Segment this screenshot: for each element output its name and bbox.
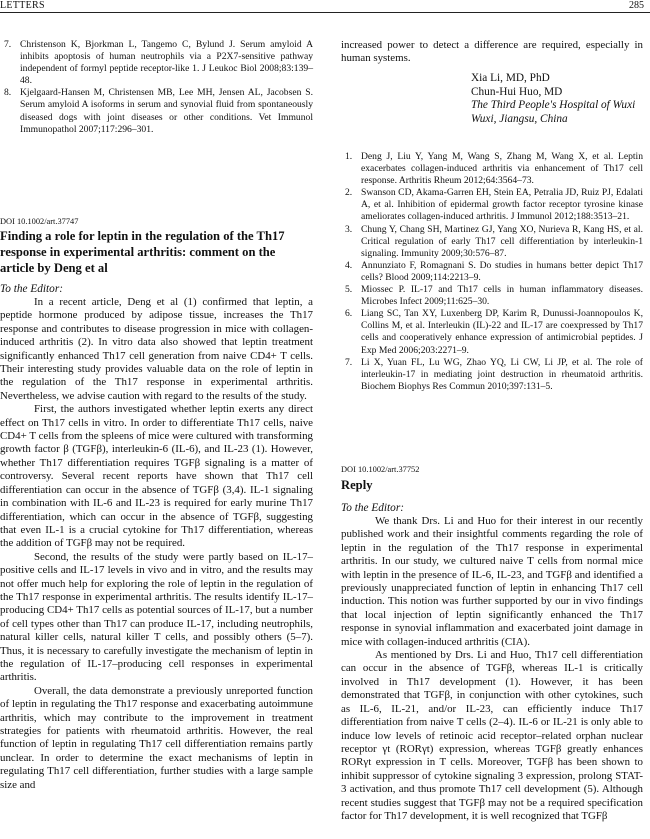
body-paragraph: As mentioned by Drs. Li and Huo, Th17 cell differentiation can occur in the absence of TGFβ, whereas IL-1 is critically involved in Th17 development (1). However, it has been demonstrated that TGFβ, in conjunction with other cytokines, such as IL-6, IL-21, and/or IL-23, can efficiently induce Th17 differentiation from naive T cells (2–4). IL-6 or IL-21 is only able to induce low levels of retinoic acid receptor–related orphan nuclear receptor γt (RORγt) expression, whereas TGFβ greatly enhances RORγt expression in T cells. Moreover, TGFβ has been shown to inhibit suppressor of cytokine signaling 3 expression, prolong STAT-3 activation, and thus promote Th17 cell development (5). Although recent studies suggest that TGFβ may not be a required specification factor for Th17 development, it is well recognized that TGFβ bbox=[341, 649, 643, 822]
running-header bbox=[0, 0, 650, 14]
to-the-editor: To the Editor: bbox=[0, 283, 63, 295]
reference-text: Li X, Yuan FL, Lu WG, Zhao YQ, Li CW, Li JP, et al. The role of interleukin-17 in mediating joint destruction in rheumatoid arthritis. Biochem Biophys Res Commun 2010;397:131–5. bbox=[361, 356, 643, 392]
reference-text: Chung Y, Chang SH, Martinez GJ, Yang XO, Nurieva R, Kang HS, et al. Critical regulation of early Th17 cell differentiation by interleukin-1 signaling. Immunity 2009;30:576–87. bbox=[361, 223, 643, 259]
reference-item bbox=[0, 87, 313, 135]
header-rule bbox=[0, 12, 650, 13]
reference-number: 7. bbox=[345, 356, 353, 368]
reference-text: Annunziato F, Romagnani S. Do studies in humans better depict Th17 cells? Blood 2009;114:2213–9. bbox=[361, 259, 643, 283]
reference-number: 2. bbox=[345, 187, 353, 199]
to-the-editor: To the Editor: bbox=[341, 502, 404, 514]
reference-item bbox=[341, 308, 643, 356]
continuation-text: increased power to detect a difference are required, especially in human systems. bbox=[341, 39, 643, 65]
running-title: LETTERS bbox=[0, 0, 45, 11]
reference-number: 4. bbox=[345, 259, 353, 271]
reply-title: Reply bbox=[341, 478, 373, 492]
reference-text: Christenson K, Bjorkman L, Tangemo C, Bylund J. Serum amyloid A inhibits apoptosis of human neutrophils via a P2X7-sensitive pathway independent of formyl peptide receptor-like 1. J Leukoc Biol 2008;83:139–48. bbox=[20, 39, 313, 87]
letter-signature bbox=[341, 72, 643, 126]
reference-item bbox=[341, 187, 643, 223]
reference-number: 6. bbox=[345, 308, 353, 320]
right-body bbox=[341, 515, 643, 823]
reference-item bbox=[0, 39, 313, 87]
article-doi: DOI 10.1002/art.37747 bbox=[0, 217, 79, 226]
reference-number: 5. bbox=[345, 284, 353, 296]
body-paragraph: We thank Drs. Li and Huo for their interest in our recently published work and their insightful comments regarding the role of leptin in the regulation of the Th17 response in experimental arthritis. In our study, we cultured naive T cells from normal mice with leptin in the presence of IL-6, IL-23, and TGFβ and identified a previously unappreciated function of leptin in enhancing Th17 cell induction. This notion was further supported by our in vivo findings that local injection of leptin significantly enhanced the Th17 response in synovial inflammation and exacerbated joint damage in mice with collagen-induced arthritis (CIA). bbox=[341, 515, 643, 648]
reference-item bbox=[341, 284, 643, 308]
reference-text: Deng J, Liu Y, Yang M, Wang S, Zhang M, Wang X, et al. Leptin exacerbates collagen-induced arthritis via enhancement of Th17 cell response. Arthritis Rheum 2012;64:3564–73. bbox=[361, 151, 643, 187]
page-number: 285 bbox=[629, 0, 644, 11]
body-paragraph: Second, the results of the study were partly based on IL-17–positive cells and IL-17 levels in vivo and in vitro, and the results may not offer much help for exploring the role of leptin in the regulation of the Th17 response in experimental arthritis. The results identify IL-17–producing CD4+ Th17 cells as potential sources of IL-17, but a number of cell types other than Th17 can produce IL-17, including neutrophils, natural killer cells, natural killer T cells, and possibly others (5–7). Thus, it is necessary to carefully investigate the mechanism of leptin in the regulation of IL-17–producing cell responses in experimental arthritis. bbox=[0, 550, 313, 684]
body-paragraph: Overall, the data demonstrate a previously unreported function of leptin in regulating the Th17 response and exacerbating autoimmune arthritis, which may contribute to the improvement in treatment strategies for patients with rheumatoid arthritis. However, the real function of leptin in regulating Th17 cell differentiation remains partly unclear. In order to determine the exact mechanisms of leptin in regulating Th17 cell differentiation, further studies with a large sample size and bbox=[0, 684, 313, 791]
reply-doi: DOI 10.1002/art.37752 bbox=[341, 465, 420, 474]
article-title: Finding a role for leptin in the regulation of the Th17 response in experimental arthritis: comment on the article by Deng et al bbox=[0, 229, 285, 275]
right-reference-list bbox=[341, 151, 643, 393]
reference-number: 3. bbox=[345, 223, 353, 235]
left-body bbox=[0, 296, 313, 792]
author-affiliation: The Third People's Hospital of Wuxi bbox=[471, 99, 636, 112]
reference-number: 1. bbox=[345, 151, 353, 162]
author-location: Wuxi, Jiangsu, China bbox=[471, 112, 568, 125]
reference-text: Kjelgaard-Hansen M, Christensen MB, Lee MH, Jensen AL, Jacobsen S. Serum amyloid A isoforms in serum and synovial fluid from spontaneously diseased dogs with joint diseases or other conditions. Vet Immunol Immunopathol 2007;117:296–301. bbox=[20, 87, 313, 135]
reference-number: 8. bbox=[4, 87, 12, 99]
reference-text: Liang SC, Tan XY, Luxenberg DP, Karim R, Dunussi-Joannopoulos K, Collins M, et al. Interleukin (IL)-22 and IL-17 are coexpressed by Th17 cells and cooperatively enhance expression of antimicrobial peptides. J Exp Med 2006;203:2271–9. bbox=[361, 308, 643, 356]
author-name: Chun-Hui Huo, MD bbox=[471, 85, 563, 98]
reference-item bbox=[341, 260, 643, 284]
reference-number: 7. bbox=[4, 39, 12, 50]
body-paragraph: First, the authors investigated whether leptin exerts any direct effect on Th17 cells in vitro. In order to differentiate Th17 cells, naive CD4+ T cells from the spleens of mice were cultured with transforming growth factor β (TGFβ), interleukin-6 (IL-6), and IL-23 (1). However, whether Th17 differentiation requires TGFβ signaling is a matter of controversy. Several recent reports have shown that Th17 cell differentiation can occur in the absence of TGFβ (3,4). IL-1 signaling in combination with IL-6 and IL-23 is required for early murine Th17 differentiation, which can occur in the absence of TGFβ, suggesting that even IL-1 is a crucial cytokine for Th17 differentiation, whereas the addition of TGFβ may not be required. bbox=[0, 403, 313, 550]
reference-text: Miossec P. IL-17 and Th17 cells in human inflammatory diseases. Microbes Infect 2009;11:625–30. bbox=[361, 284, 643, 308]
body-paragraph: In a recent article, Deng et al (1) confirmed that leptin, a peptide hormone produced by adipose tissue, increases the Th17 response and contributes to disease progression in mice with collagen-induced arthritis (2). In vitro data also showed that leptin treatment significantly enhanced Th17 cell generation from naive CD4+ T cells. Their interesting study provides valuable data on the role of leptin in the regulation of the Th17 response in experimental arthritis. Nevertheless, we advise caution with regard to the results of the study. bbox=[0, 296, 313, 402]
reference-item bbox=[341, 357, 643, 393]
reference-item bbox=[341, 151, 643, 187]
author-name: Xia Li, MD, PhD bbox=[471, 72, 550, 84]
reference-item bbox=[341, 224, 643, 260]
left-reference-list bbox=[0, 39, 313, 136]
reference-text: Swanson CD, Akama-Garren EH, Stein EA, Petralia JD, Ruiz PJ, Edalati A, et al. Inhibition of epidermal growth factor receptor tyrosine kinase ameliorates collagen-induced arthritis. J Immunol 2012;188:3513–21. bbox=[361, 187, 643, 223]
